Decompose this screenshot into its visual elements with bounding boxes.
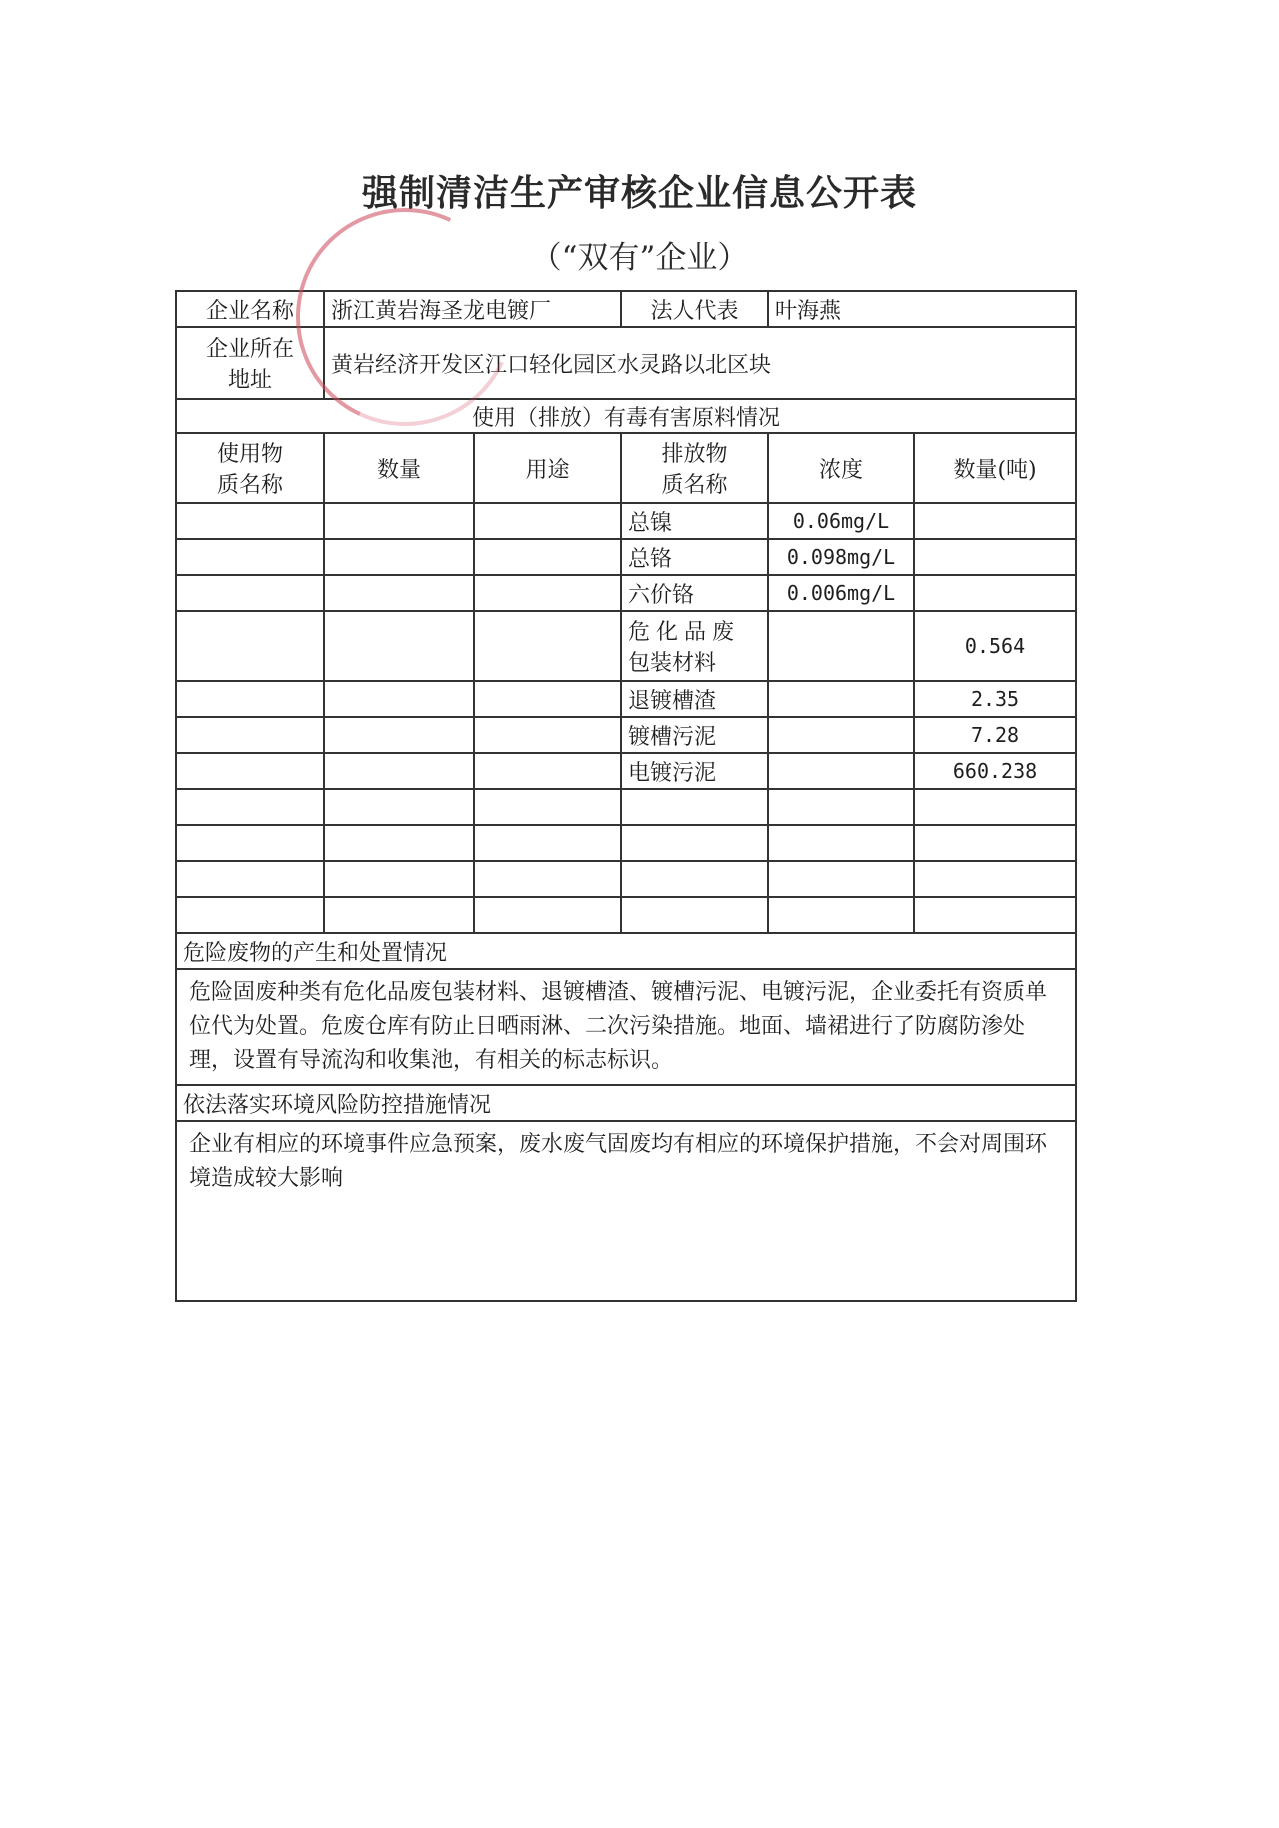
- amount-cell: [914, 503, 1076, 539]
- emitted-name-cell: 六价铬: [621, 575, 768, 611]
- amount-cell: 2.35: [914, 681, 1076, 717]
- amount-cell: [914, 575, 1076, 611]
- table-row: [176, 681, 1076, 717]
- empty-row: [176, 789, 1076, 825]
- table-row: [176, 717, 1076, 753]
- col-used-name-line1: 使用物: [216, 442, 283, 467]
- concentration-cell: 0.06mg/L: [768, 503, 914, 539]
- address-label-line2: 地址: [227, 368, 272, 393]
- concentration-cell: [768, 681, 914, 717]
- materials-section-heading: 使用（排放）有毒有害原料情况: [176, 399, 1076, 433]
- form-subtitle: （“双有”企业）: [530, 240, 749, 276]
- emitted-name-cell: 电镀污泥: [621, 753, 768, 789]
- concentration-cell: [768, 753, 914, 789]
- amount-cell: 7.28: [914, 717, 1076, 753]
- empty-row: [176, 897, 1076, 933]
- disclosure-form-table: [175, 290, 1077, 1302]
- table-row: [176, 539, 1076, 575]
- legal-rep-value: 叶海燕: [768, 291, 1076, 327]
- form-title: 强制清洁生产审核企业信息公开表: [361, 172, 917, 214]
- materials-header-row: [176, 433, 1076, 503]
- emitted-name-cell: 退镀槽渣: [621, 681, 768, 717]
- concentration-cell: 0.006mg/L: [768, 575, 914, 611]
- col-purpose: 用途: [474, 433, 621, 503]
- amount-cell: 660.238: [914, 753, 1076, 789]
- col-amount-tons: 数量(吨): [914, 433, 1076, 503]
- col-concentration: 浓度: [768, 433, 914, 503]
- col-used-name: [176, 433, 324, 503]
- emitted-name-cell: [621, 611, 768, 681]
- empty-row: [176, 825, 1076, 861]
- col-emitted-name: [621, 433, 768, 503]
- col-used-name-line2: 质名称: [216, 473, 283, 498]
- col-quantity: 数量: [324, 433, 474, 503]
- emitted-name-line2: 包装材料: [628, 651, 717, 676]
- table-row: [176, 753, 1076, 789]
- col-emitted-name-line1: 排放物: [661, 442, 728, 467]
- address-value: 黄岩经济开发区江口轻化园区水灵路以北区块: [324, 327, 1076, 399]
- concentration-cell: 0.098mg/L: [768, 539, 914, 575]
- address-label-line1: 企业所在: [205, 337, 294, 362]
- table-row: [176, 503, 1076, 539]
- company-name-value: 浙江黄岩海圣龙电镀厂: [324, 291, 621, 327]
- legal-rep-label: 法人代表: [621, 291, 768, 327]
- emitted-name-cell: 总镍: [621, 503, 768, 539]
- table-row: [176, 611, 1076, 681]
- concentration-cell: [768, 717, 914, 753]
- risk-prevention-heading: 依法落实环境风险防控措施情况: [176, 1085, 1076, 1121]
- address-label: [176, 327, 324, 399]
- emitted-name-line1: 危化品废: [628, 620, 741, 645]
- amount-cell: 0.564: [914, 611, 1076, 681]
- concentration-cell: [768, 611, 914, 681]
- company-name-label: 企业名称: [176, 291, 324, 327]
- amount-cell: [914, 539, 1076, 575]
- hazardous-waste-text: 危险固废种类有危化品废包装材料、退镀槽渣、镀槽污泥、电镀污泥，企业委托有资质单位代为处置。危废仓库有防止日晒雨淋、二次污染措施。地面、墙裙进行了防腐防渗处理，设置有导流沟和收集池，有相关的标志标识。: [176, 969, 1076, 1085]
- col-emitted-name-line2: 质名称: [661, 473, 728, 498]
- hazardous-waste-heading: 危险废物的产生和处置情况: [176, 933, 1076, 969]
- emitted-name-cell: 总铬: [621, 539, 768, 575]
- table-row: [176, 575, 1076, 611]
- risk-prevention-text: 企业有相应的环境事件应急预案，废水废气固废均有相应的环境保护措施，不会对周围环境造成较大影响: [176, 1121, 1076, 1301]
- empty-row: [176, 861, 1076, 897]
- emitted-name-cell: 镀槽污泥: [621, 717, 768, 753]
